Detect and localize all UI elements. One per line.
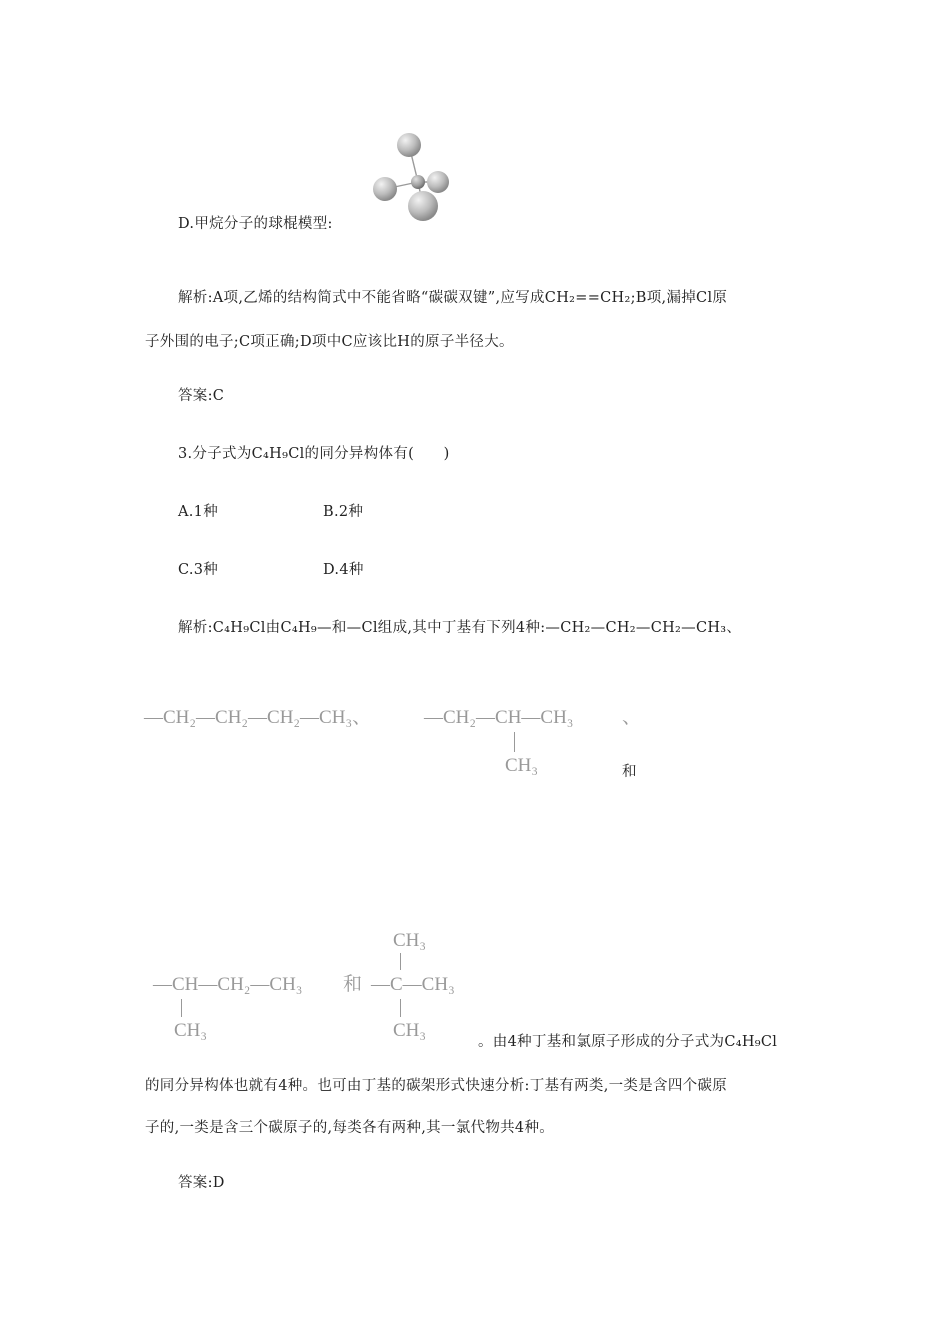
butyl-sec-formula: —CH—CH₂—CH₃ <box>153 974 303 995</box>
butyl-n-formula: —CH₂—CH₂—CH₂—CH₃、 <box>144 707 372 728</box>
q3-analysis-line-2: 。由4种丁基和氯原子形成的分子式为C₄H₉Cl <box>478 1034 778 1050</box>
hydrogen-atom-bottom <box>408 191 438 221</box>
q3-analysis-line-1: 解析:C₄H₉Cl由C₄H₉—和—Cl组成,其中丁基有下列4种:—CH₂—CH₂—CH₂—CH₃、 <box>178 620 742 636</box>
butyl-iso-formula: —CH₂—CH—CH₃ <box>424 707 574 728</box>
hydrogen-atom-left <box>373 177 397 201</box>
option-d-text: D.甲烷分子的球棍模型: <box>178 216 333 232</box>
bond-line <box>181 999 182 1017</box>
butyl-iso-branch: CH₃ <box>505 755 539 776</box>
q3-option-b: B.2种 <box>323 504 364 520</box>
bond-line <box>400 999 401 1017</box>
q3-option-c: C.3种 <box>178 562 219 578</box>
hydrogen-atom-top <box>397 133 421 157</box>
q3-analysis-line-4: 子的,一类是含三个碳原子的,每类各有两种,其一氯代物共4种。 <box>145 1120 555 1136</box>
butyl-tert-formula: —C—CH₃ <box>371 974 455 995</box>
butyl-tert-bottom-branch: CH₃ <box>393 1020 427 1041</box>
formula-separator: 、 <box>622 707 642 728</box>
butyl-sec-branch: CH₃ <box>174 1020 208 1041</box>
q2-answer: 答案:C <box>178 388 225 404</box>
q3-option-d: D.4种 <box>323 562 364 578</box>
formula-and: 和 <box>343 974 363 995</box>
q3-analysis-line-3: 的同分异构体也就有4种。也可由丁基的碳架形式快速分析:丁基有两类,一类是含四个碳原 <box>145 1078 728 1094</box>
bond-line <box>400 953 401 970</box>
carbon-atom <box>411 175 425 189</box>
butyl-tert-top-branch: CH₃ <box>393 930 427 951</box>
q2-analysis-line-1: 解析:A项,乙烯的结构简式中不能省略“碳碳双键”,应写成CH₂==CH₂;B项,漏掉Cl原 <box>178 290 728 306</box>
q3-question: 3.分子式为C₄H₉Cl的同分异构体有( ) <box>178 446 450 462</box>
q3-option-a: A.1种 <box>178 504 219 520</box>
methane-ball-stick-model <box>365 128 460 228</box>
hydrogen-atom-right <box>427 171 449 193</box>
and-label: 和 <box>622 764 637 780</box>
q3-answer: 答案:D <box>178 1175 225 1191</box>
q2-analysis-line-2: 子外围的电子;C项正确;D项中C应该比H的原子半径大。 <box>145 334 514 350</box>
bond-line <box>514 732 515 752</box>
